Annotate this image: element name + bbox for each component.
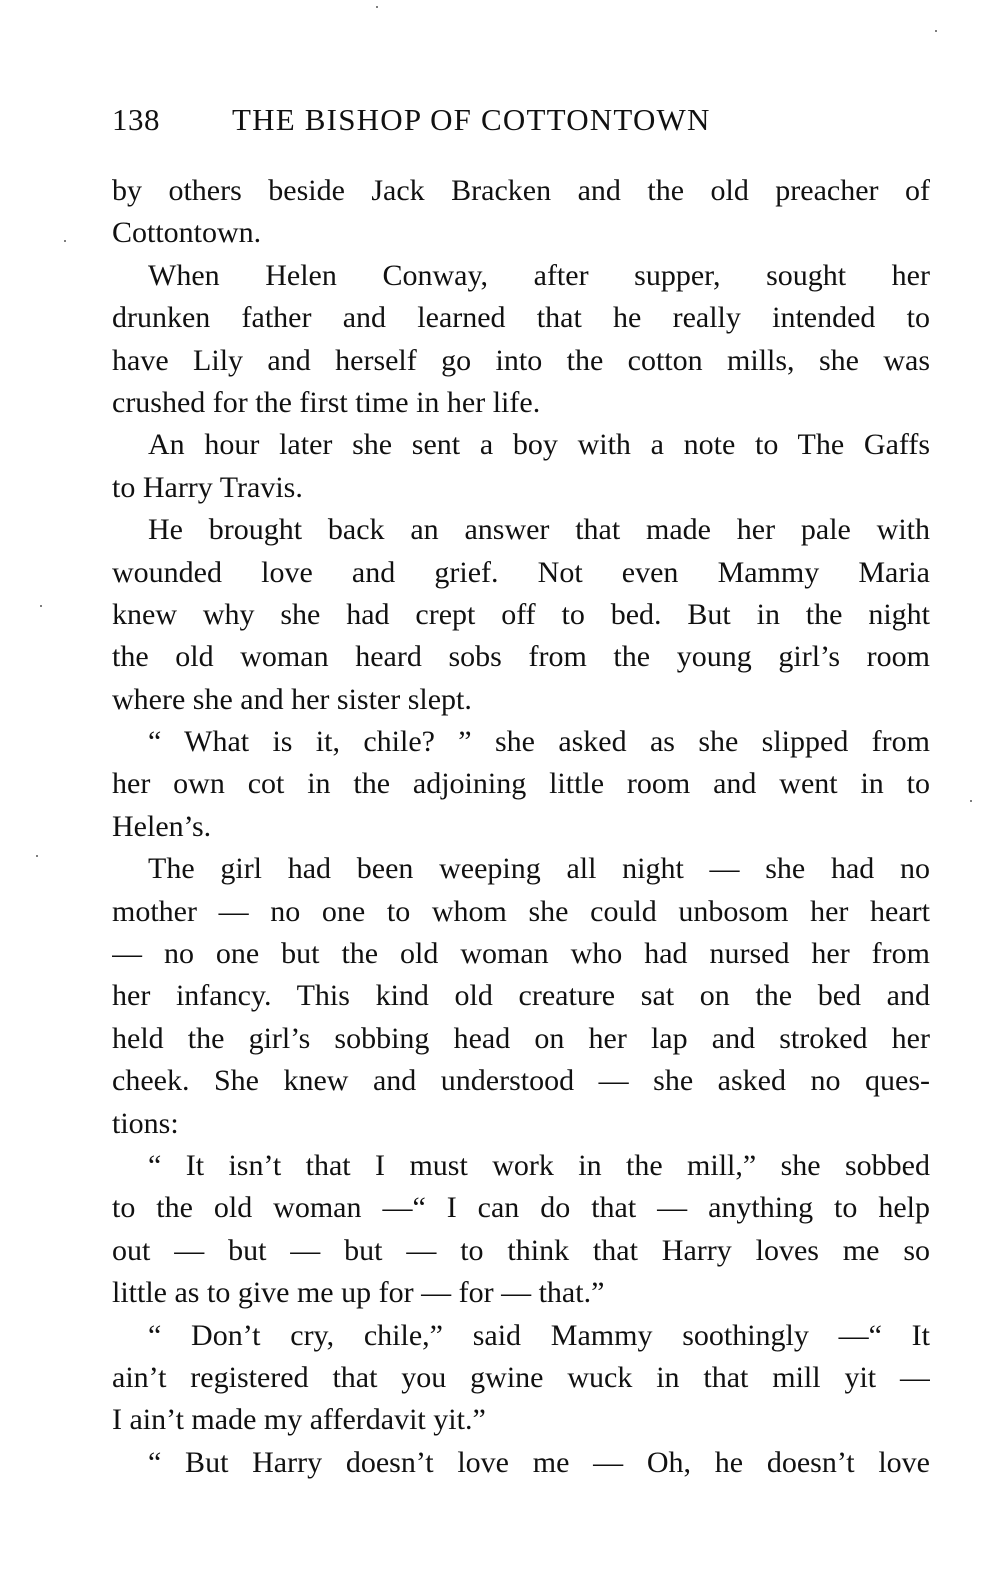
text-line: I ain’t made my afferdavit yit.” — [112, 1403, 486, 1437]
text-line: her own cot in the adjoining little room and went in to — [112, 767, 930, 801]
text-line: “ It isn’t that I must work in the mill,” she sobbed — [148, 1148, 930, 1182]
text-line: ain’t registered that you gwine wuck in that mill yit — — [112, 1360, 930, 1394]
text-line: where she and her sister slept. — [112, 682, 472, 716]
scan-speck — [970, 800, 972, 802]
scan-speck — [935, 30, 937, 32]
text-line: by others beside Jack Bracken and the old preacher of — [112, 174, 930, 207]
scan-speck — [64, 240, 66, 242]
text-line: — no one but the old woman who had nursed her from — [112, 937, 930, 971]
text-line: crushed for the first time in her life. — [112, 385, 541, 419]
text-line: “ What is it, chile? ” she asked as she slipped from — [148, 725, 930, 759]
scan-speck — [36, 855, 38, 857]
text-line: drunken father and learned that he really intended to — [112, 301, 930, 335]
text-line: to Harry Travis. — [112, 470, 303, 504]
text-line: cheek. She knew and understood — she asked no ques- — [112, 1064, 930, 1098]
text-line: He brought back an answer that made her pale with — [148, 513, 930, 547]
text-line: knew why she had crept off to bed. But in the night — [112, 597, 930, 631]
page-header — [112, 102, 932, 148]
text-line: When Helen Conway, after supper, sought her — [148, 258, 930, 292]
text-line: “ Don’t cry, chile,” said Mammy soothingly —“ It — [148, 1318, 930, 1352]
text-line: Helen’s. — [112, 809, 212, 843]
text-line: have Lily and herself go into the cotton mills, she was — [112, 343, 930, 377]
text-line: tions: — [112, 1106, 179, 1140]
text-line: mother — no one to whom she could unbosom her heart — [112, 894, 930, 928]
text-line: The girl had been weeping all night — she had no — [148, 852, 930, 886]
text-line: held the girl’s sobbing head on her lap and stroked her — [112, 1021, 930, 1055]
running-title: THE BISHOP OF COTTONTOWN — [232, 102, 711, 137]
text-line: her infancy. This kind old creature sat on the bed and — [112, 979, 930, 1013]
text-line: to the old woman —“ I can do that — anything to help — [112, 1191, 930, 1225]
body-text — [112, 170, 930, 1484]
text-line: wounded love and grief. Not even Mammy Maria — [112, 555, 930, 589]
scan-speck — [40, 605, 42, 607]
text-line: Cottontown. — [112, 216, 262, 250]
scan-speck — [376, 6, 378, 8]
text-line: the old woman heard sobs from the young girl’s room — [112, 640, 930, 674]
page-number: 138 — [112, 102, 160, 137]
text-line: out — but — but — to think that Harry loves me so — [112, 1233, 930, 1267]
text-line: little as to give me up for — for — that.” — [112, 1276, 605, 1310]
text-line: An hour later she sent a boy with a note to The Gaffs — [148, 428, 930, 462]
text-line: “ But Harry doesn’t love me — Oh, he doesn’t love — [148, 1445, 930, 1479]
